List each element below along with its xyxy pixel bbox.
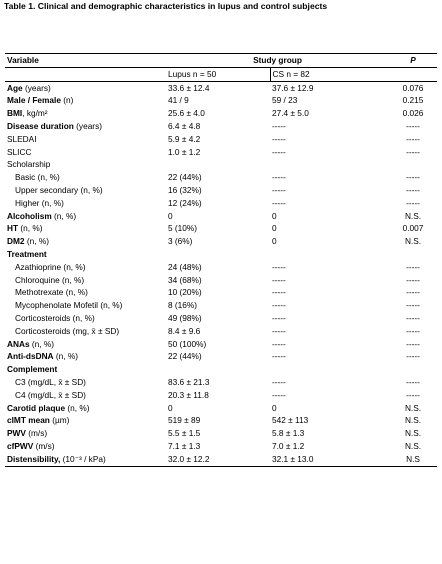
row-label-detail: Methotrexate (n, %)	[15, 287, 88, 298]
p-value-cell: -----	[406, 120, 420, 131]
row-label	[5, 146, 166, 159]
row-label-detail: Corticosteroids (n, %)	[15, 312, 95, 323]
row-label	[5, 133, 166, 146]
control-value-cell: -----	[272, 172, 286, 183]
p-value-cell: -----	[406, 133, 420, 144]
table-row	[5, 210, 437, 223]
control-group-header: CS n = 82	[270, 67, 389, 81]
p-value-cell	[389, 363, 437, 376]
row-label-detail: Azathioprine (n, %)	[15, 261, 86, 272]
row-label	[5, 402, 166, 415]
row-label-detail: Upper secondary (n, %)	[15, 184, 103, 195]
lupus-value-cell: 34 (68%)	[168, 274, 202, 285]
p-value-header: P	[389, 54, 437, 68]
table-caption: Table 1. Clinical and demographic characteristics in lupus and control subjects	[4, 1, 328, 11]
table-row	[5, 235, 437, 248]
p-value-cell: N.S.	[404, 428, 422, 439]
table-row	[5, 171, 437, 184]
row-label-bold: Complement	[7, 364, 58, 375]
p-value-cell: N.S.	[404, 440, 422, 451]
row-label-detail: Basic (n, %)	[15, 172, 60, 183]
lupus-value-cell: 0	[168, 210, 173, 221]
control-value-cell: -----	[272, 389, 286, 400]
row-label	[5, 107, 166, 120]
lupus-value-cell: 8 (16%)	[168, 300, 198, 311]
p-value-cell: -----	[406, 376, 420, 387]
row-label-bold: ANAs	[7, 338, 30, 349]
table-row	[5, 312, 437, 325]
row-label	[5, 427, 166, 440]
row-label-bold: HT	[7, 223, 19, 234]
control-value-cell: 542 ± 113	[272, 415, 309, 426]
row-label	[5, 363, 166, 376]
p-value-cell: -----	[406, 274, 420, 285]
lupus-value-cell: 22 (44%)	[168, 172, 202, 183]
lupus-value-cell: 519 ± 89	[168, 415, 201, 426]
row-label-bold: PWV	[7, 428, 26, 439]
p-value-cell: -----	[406, 184, 420, 195]
lupus-value-cell: 24 (48%)	[168, 261, 202, 272]
p-value-cell: N.S.	[404, 236, 422, 247]
table-row	[5, 222, 437, 235]
row-label-detail: (m/s)	[25, 428, 48, 439]
control-value-cell: 37.6 ± 12.9	[272, 82, 314, 93]
control-value-cell: 32.1 ± 13.0	[270, 453, 389, 466]
p-value-cell: N.S.	[404, 415, 422, 426]
table-row	[5, 376, 437, 389]
lupus-value-cell: 5.5 ± 1.5	[168, 428, 201, 439]
lupus-value-cell	[166, 363, 270, 376]
lupus-value-cell: 49 (98%)	[168, 312, 202, 323]
lupus-value-cell: 83.6 ± 21.3	[168, 376, 210, 387]
p-value-cell: 0.026	[402, 108, 424, 119]
p-value-cell: -----	[406, 287, 420, 298]
table-row	[5, 286, 437, 299]
lupus-value-cell: 33.6 ± 12.4	[168, 82, 210, 93]
row-label	[5, 299, 166, 312]
row-label	[5, 94, 166, 107]
control-value-cell: 27.4 ± 5.0	[272, 108, 309, 119]
lupus-value-cell: 25.6 ± 4.0	[168, 108, 205, 119]
row-label-bold: DM2	[7, 236, 25, 247]
row-label-detail: (10⁻³ / kPa)	[60, 453, 106, 464]
row-label-bold: Anti-dsDNA	[7, 351, 54, 362]
table-row	[5, 133, 437, 146]
row-label	[5, 376, 166, 389]
row-label	[5, 414, 166, 427]
control-value-cell: -----	[272, 133, 286, 144]
row-label	[5, 312, 166, 325]
p-value-cell: N.S	[389, 453, 437, 466]
row-label	[5, 222, 166, 235]
lupus-value-cell: 10 (20%)	[168, 287, 202, 298]
lupus-value-cell: 16 (32%)	[168, 184, 202, 195]
control-value-cell: 0	[272, 223, 277, 234]
lupus-group-header: Lupus n = 50	[166, 67, 270, 81]
lupus-value-cell: 12 (24%)	[168, 197, 202, 208]
row-label-bold: Male / Female	[7, 95, 61, 106]
table-subheader-row	[5, 67, 437, 81]
p-value-cell: -----	[406, 351, 420, 362]
table-row	[5, 389, 437, 402]
row-label-detail: (years)	[73, 120, 102, 131]
row-label-detail: SLEDAI	[7, 133, 37, 144]
table-header-row	[5, 54, 437, 68]
row-label-detail: Chloroquine (n, %)	[15, 274, 85, 285]
row-label	[5, 286, 166, 299]
p-value-cell: -----	[406, 312, 420, 323]
table-row	[5, 158, 437, 171]
row-label-bold: Distensibility,	[7, 453, 61, 464]
p-value-cell	[389, 248, 437, 261]
table-row	[5, 120, 437, 133]
table-row	[5, 363, 437, 376]
row-label	[5, 261, 166, 274]
control-value-cell: 7.0 ± 1.2	[272, 440, 305, 451]
control-value-cell: -----	[272, 338, 286, 349]
row-label-detail: (years)	[22, 82, 51, 93]
control-value-cell: -----	[272, 197, 286, 208]
row-label	[5, 120, 166, 133]
control-value-cell: 0	[272, 210, 277, 221]
table-row	[5, 248, 437, 261]
row-label	[5, 248, 166, 261]
control-value-cell: -----	[272, 184, 286, 195]
table-row	[5, 184, 437, 197]
row-label-detail: (µm)	[49, 415, 70, 426]
control-value-cell: 0	[272, 236, 277, 247]
lupus-value-cell: 5 (10%)	[168, 223, 198, 234]
row-label-bold: Alcoholism	[7, 210, 52, 221]
control-value-cell: -----	[272, 287, 286, 298]
row-label-bold: cfPWV	[7, 440, 34, 451]
row-label-detail: Mycophenolate Mofetil (n, %)	[15, 300, 123, 311]
row-label	[5, 274, 166, 287]
row-label-bold: BMI	[7, 108, 23, 119]
row-label	[5, 158, 166, 171]
p-value-cell: -----	[406, 197, 420, 208]
subheader-blank	[5, 67, 166, 81]
p-value-cell: -----	[406, 300, 420, 311]
table-row	[5, 427, 437, 440]
table-row	[5, 197, 437, 210]
row-label	[5, 184, 166, 197]
table-row	[5, 440, 437, 453]
table-row	[5, 325, 437, 338]
row-label	[5, 350, 166, 363]
row-label-detail: Higher (n, %)	[15, 197, 64, 208]
lupus-value-cell: 41 / 9	[168, 95, 189, 106]
p-value-cell	[389, 158, 437, 171]
lupus-value-cell: 6.4 ± 4.8	[168, 120, 201, 131]
table-body	[5, 81, 437, 466]
p-value-cell: 0.076	[402, 82, 424, 93]
row-label-detail: C3 (mg/dL, x̄ ± SD)	[15, 376, 86, 387]
row-label	[5, 197, 166, 210]
control-value-cell: -----	[272, 312, 286, 323]
row-label-detail: (n, %)	[18, 223, 43, 234]
table-row	[5, 299, 437, 312]
table-row	[5, 402, 437, 415]
row-label-bold: Age	[7, 82, 23, 93]
lupus-value-cell	[166, 158, 270, 171]
study-group-header: Study group	[166, 54, 389, 68]
control-value-cell: 0	[272, 402, 277, 413]
row-label-bold: Treatment	[7, 248, 47, 259]
control-value-cell: -----	[272, 325, 286, 336]
row-label	[5, 171, 166, 184]
lupus-value-cell: 1.0 ± 1.2	[168, 146, 201, 157]
row-label	[5, 440, 166, 453]
row-label-bold: Carotid plaque	[7, 402, 66, 413]
row-label-detail: , kg/m²	[22, 108, 48, 119]
row-label	[5, 338, 166, 351]
control-value-cell: -----	[272, 146, 286, 157]
p-value-cell: N.S.	[404, 210, 422, 221]
row-label	[5, 210, 166, 223]
control-value-cell: -----	[272, 376, 286, 387]
table-row	[5, 350, 437, 363]
lupus-value-cell: 50 (100%)	[168, 338, 207, 349]
lupus-value-cell: 8.4 ± 9.6	[168, 325, 201, 336]
lupus-value-cell: 32.0 ± 12.2	[166, 453, 270, 466]
control-value-cell: 5.8 ± 1.3	[272, 428, 305, 439]
row-label	[5, 325, 166, 338]
row-label-detail: C4 (mg/dL, x̄ ± SD)	[15, 389, 86, 400]
table-row	[5, 81, 437, 94]
p-value-cell: -----	[406, 261, 420, 272]
lupus-value-cell: 20.3 ± 11.8	[168, 389, 209, 400]
lupus-value-cell: 0	[168, 402, 173, 413]
lupus-value-cell	[166, 248, 270, 261]
control-value-cell: -----	[272, 351, 286, 362]
row-label	[5, 453, 166, 466]
row-label	[5, 235, 166, 248]
control-value-cell	[270, 248, 389, 261]
lupus-value-cell: 7.1 ± 1.3	[168, 440, 201, 451]
row-label-detail: Scholarship	[7, 159, 51, 170]
p-value-cell: -----	[406, 325, 420, 336]
row-label-detail: (n, %)	[53, 351, 78, 362]
row-label-bold: cIMT mean	[7, 415, 50, 426]
p-value-cell: -----	[406, 172, 420, 183]
characteristics-table	[5, 53, 437, 467]
control-value-cell: -----	[272, 274, 286, 285]
row-label-detail: (n, %)	[65, 402, 90, 413]
control-value-cell: -----	[272, 120, 286, 131]
row-label-detail: SLICC	[7, 146, 32, 157]
table-row	[5, 146, 437, 159]
row-label	[5, 389, 166, 402]
variable-header: Variable	[5, 54, 166, 68]
p-value-cell: -----	[406, 338, 420, 349]
subheader-blank-p	[389, 67, 437, 81]
row-label-detail: (n, %)	[29, 338, 55, 349]
row-label-detail: Corticosteroids (mg, x̄ ± SD)	[15, 325, 120, 336]
row-label-detail: (n)	[60, 95, 74, 106]
control-value-cell: -----	[272, 300, 286, 311]
p-value-cell: -----	[406, 146, 420, 157]
control-value-cell	[270, 363, 389, 376]
lupus-value-cell: 5.9 ± 4.2	[168, 133, 201, 144]
table-row	[5, 261, 437, 274]
table-row	[5, 94, 437, 107]
p-value-cell: -----	[406, 389, 420, 400]
control-value-cell	[270, 158, 389, 171]
lupus-value-cell: 3 (6%)	[168, 236, 193, 247]
table-row	[5, 107, 437, 120]
lupus-value-cell: 22 (44%)	[168, 351, 202, 362]
row-label-detail: (m/s)	[33, 440, 55, 451]
row-label-detail: (n, %)	[24, 236, 49, 247]
row-label-detail: (n, %)	[51, 210, 77, 221]
table-row	[5, 414, 437, 427]
table-row	[5, 453, 437, 466]
control-value-cell: -----	[272, 261, 286, 272]
row-label-bold: Disease duration	[7, 120, 74, 131]
p-value-cell: 0.215	[402, 95, 424, 106]
table-row	[5, 274, 437, 287]
p-value-cell: N.S.	[404, 402, 422, 413]
p-value-cell: 0.007	[402, 223, 424, 234]
row-label	[5, 81, 166, 94]
control-value-cell: 59 / 23	[272, 95, 298, 106]
table-row	[5, 338, 437, 351]
